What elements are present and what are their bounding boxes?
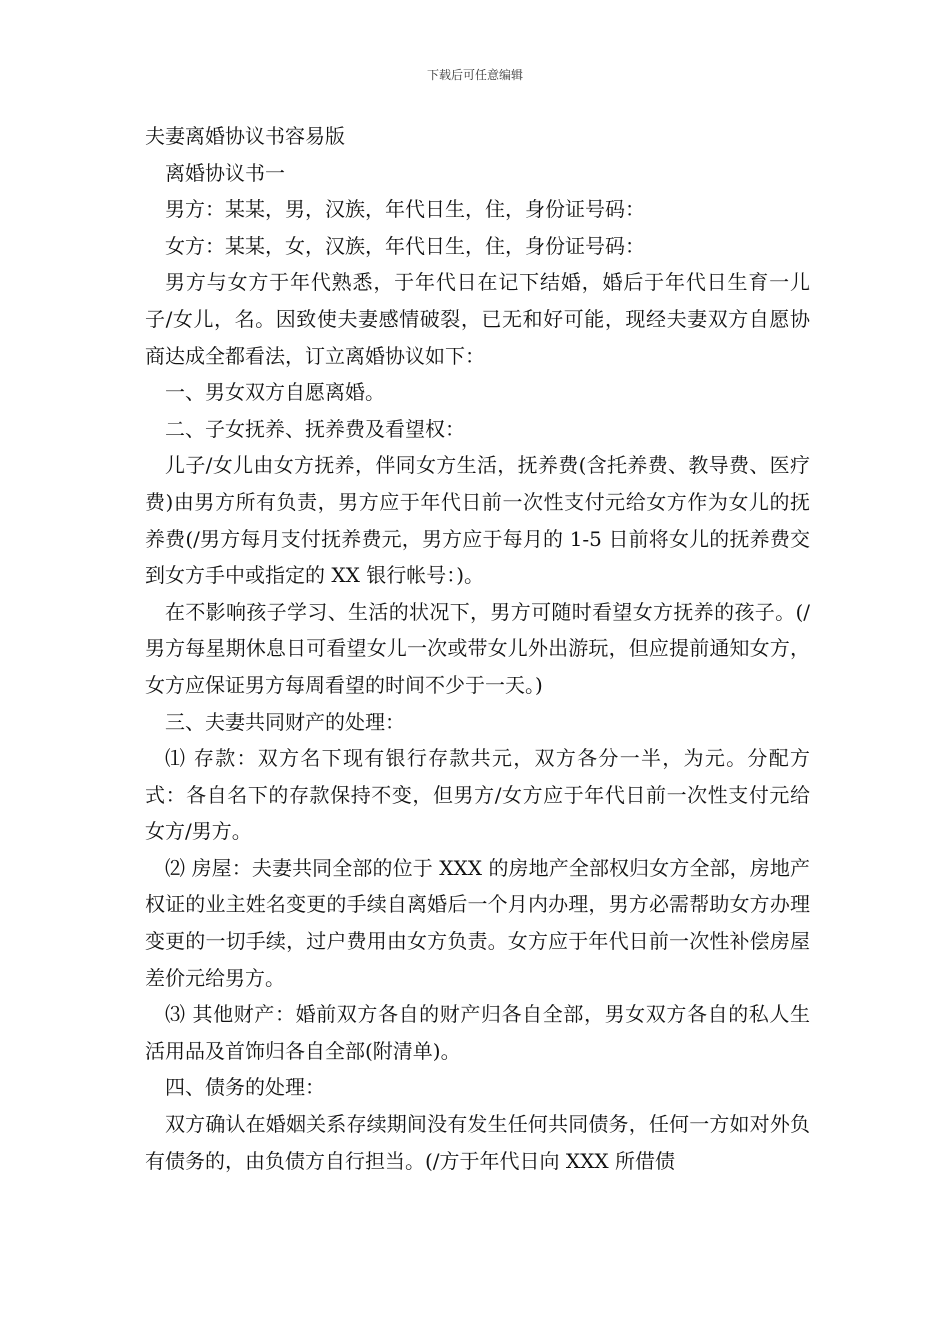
paragraph: 男方：某某，男，汉族，年代日生，住，身份证号码： xyxy=(165,197,645,222)
paragraph: 离婚协议书一 xyxy=(165,160,285,185)
paragraph: 四、债务的处理： xyxy=(165,1075,325,1100)
paragraph: ⑶ 其他财产：婚前双方各自的财产归各自全部，男女双方各自的私人生活用品及首饰归各自全部(附清单)。 xyxy=(145,1002,810,1063)
paragraph: ⑵ 房屋：夫妻共同全部的位于 XXX 的房地产全部权归女方全部，房地产权证的业主姓名变更的手续自离婚后一个月内办理，男方必需帮助女方办理变更的一切手续，过户费用由女方负责。女方应于年代日前一次性补偿房屋差价元给男方。 xyxy=(145,855,810,990)
paragraph: 一、男女双方自愿离婚。 xyxy=(165,380,385,405)
paragraph: 三、夫妻共同财产的处理： xyxy=(165,709,405,734)
paragraph: ⑴ 存款：双方名下现有银行存款共元，双方各分一半，为元。分配方式：各自名下的存款保持不变，但男方/女方应于年代日前一次性支付元给女方/男方。 xyxy=(145,746,810,844)
paragraph: 男方与女方于年代熟悉，于年代日在记下结婚，婚后于年代日生育一儿子/女儿，名。因致使夫妻感情破裂，已无和好可能，现经夫妻双方自愿协商达成全都看法，订立离婚协议如下： xyxy=(145,270,810,368)
paragraph: 双方确认在婚姻关系存续期间没有发生任何共同债务，任何一方如对外负有债务的，由负债方自行担当。(/方于年代日向 XXX 所借债 xyxy=(145,1112,810,1173)
document-title: 夫妻离婚协议书容易版 xyxy=(145,124,345,148)
paragraph: 女方：某某，女，汉族，年代日生，住，身份证号码： xyxy=(165,233,645,258)
paragraph: 二、子女抚养、抚养费及看望权： xyxy=(165,416,465,441)
paragraph: 儿子/女儿由女方抚养，伴同女方生活，抚养费(含托养费、教导费、医疗费)由男方所有负责，男方应于年代日前一次性支付元给女方作为女儿的抚养费(/男方每月支付抚养费元，男方应于每月的 1-5 日前将女儿的抚养费交到女方手中或指定的 XX 银行帐号：)。 xyxy=(145,453,810,588)
document-body xyxy=(145,118,810,1179)
header-note: 下载后可任意编辑 xyxy=(426,68,523,82)
paragraph: 在不影响孩子学习、生活的状况下，男方可随时看望女方抚养的孩子。(/男方每星期休息日可看望女儿一次或带女儿外出游玩，但应提前通知女方，女方应保证男方每周看望的时间不少于一天。) xyxy=(145,599,810,697)
